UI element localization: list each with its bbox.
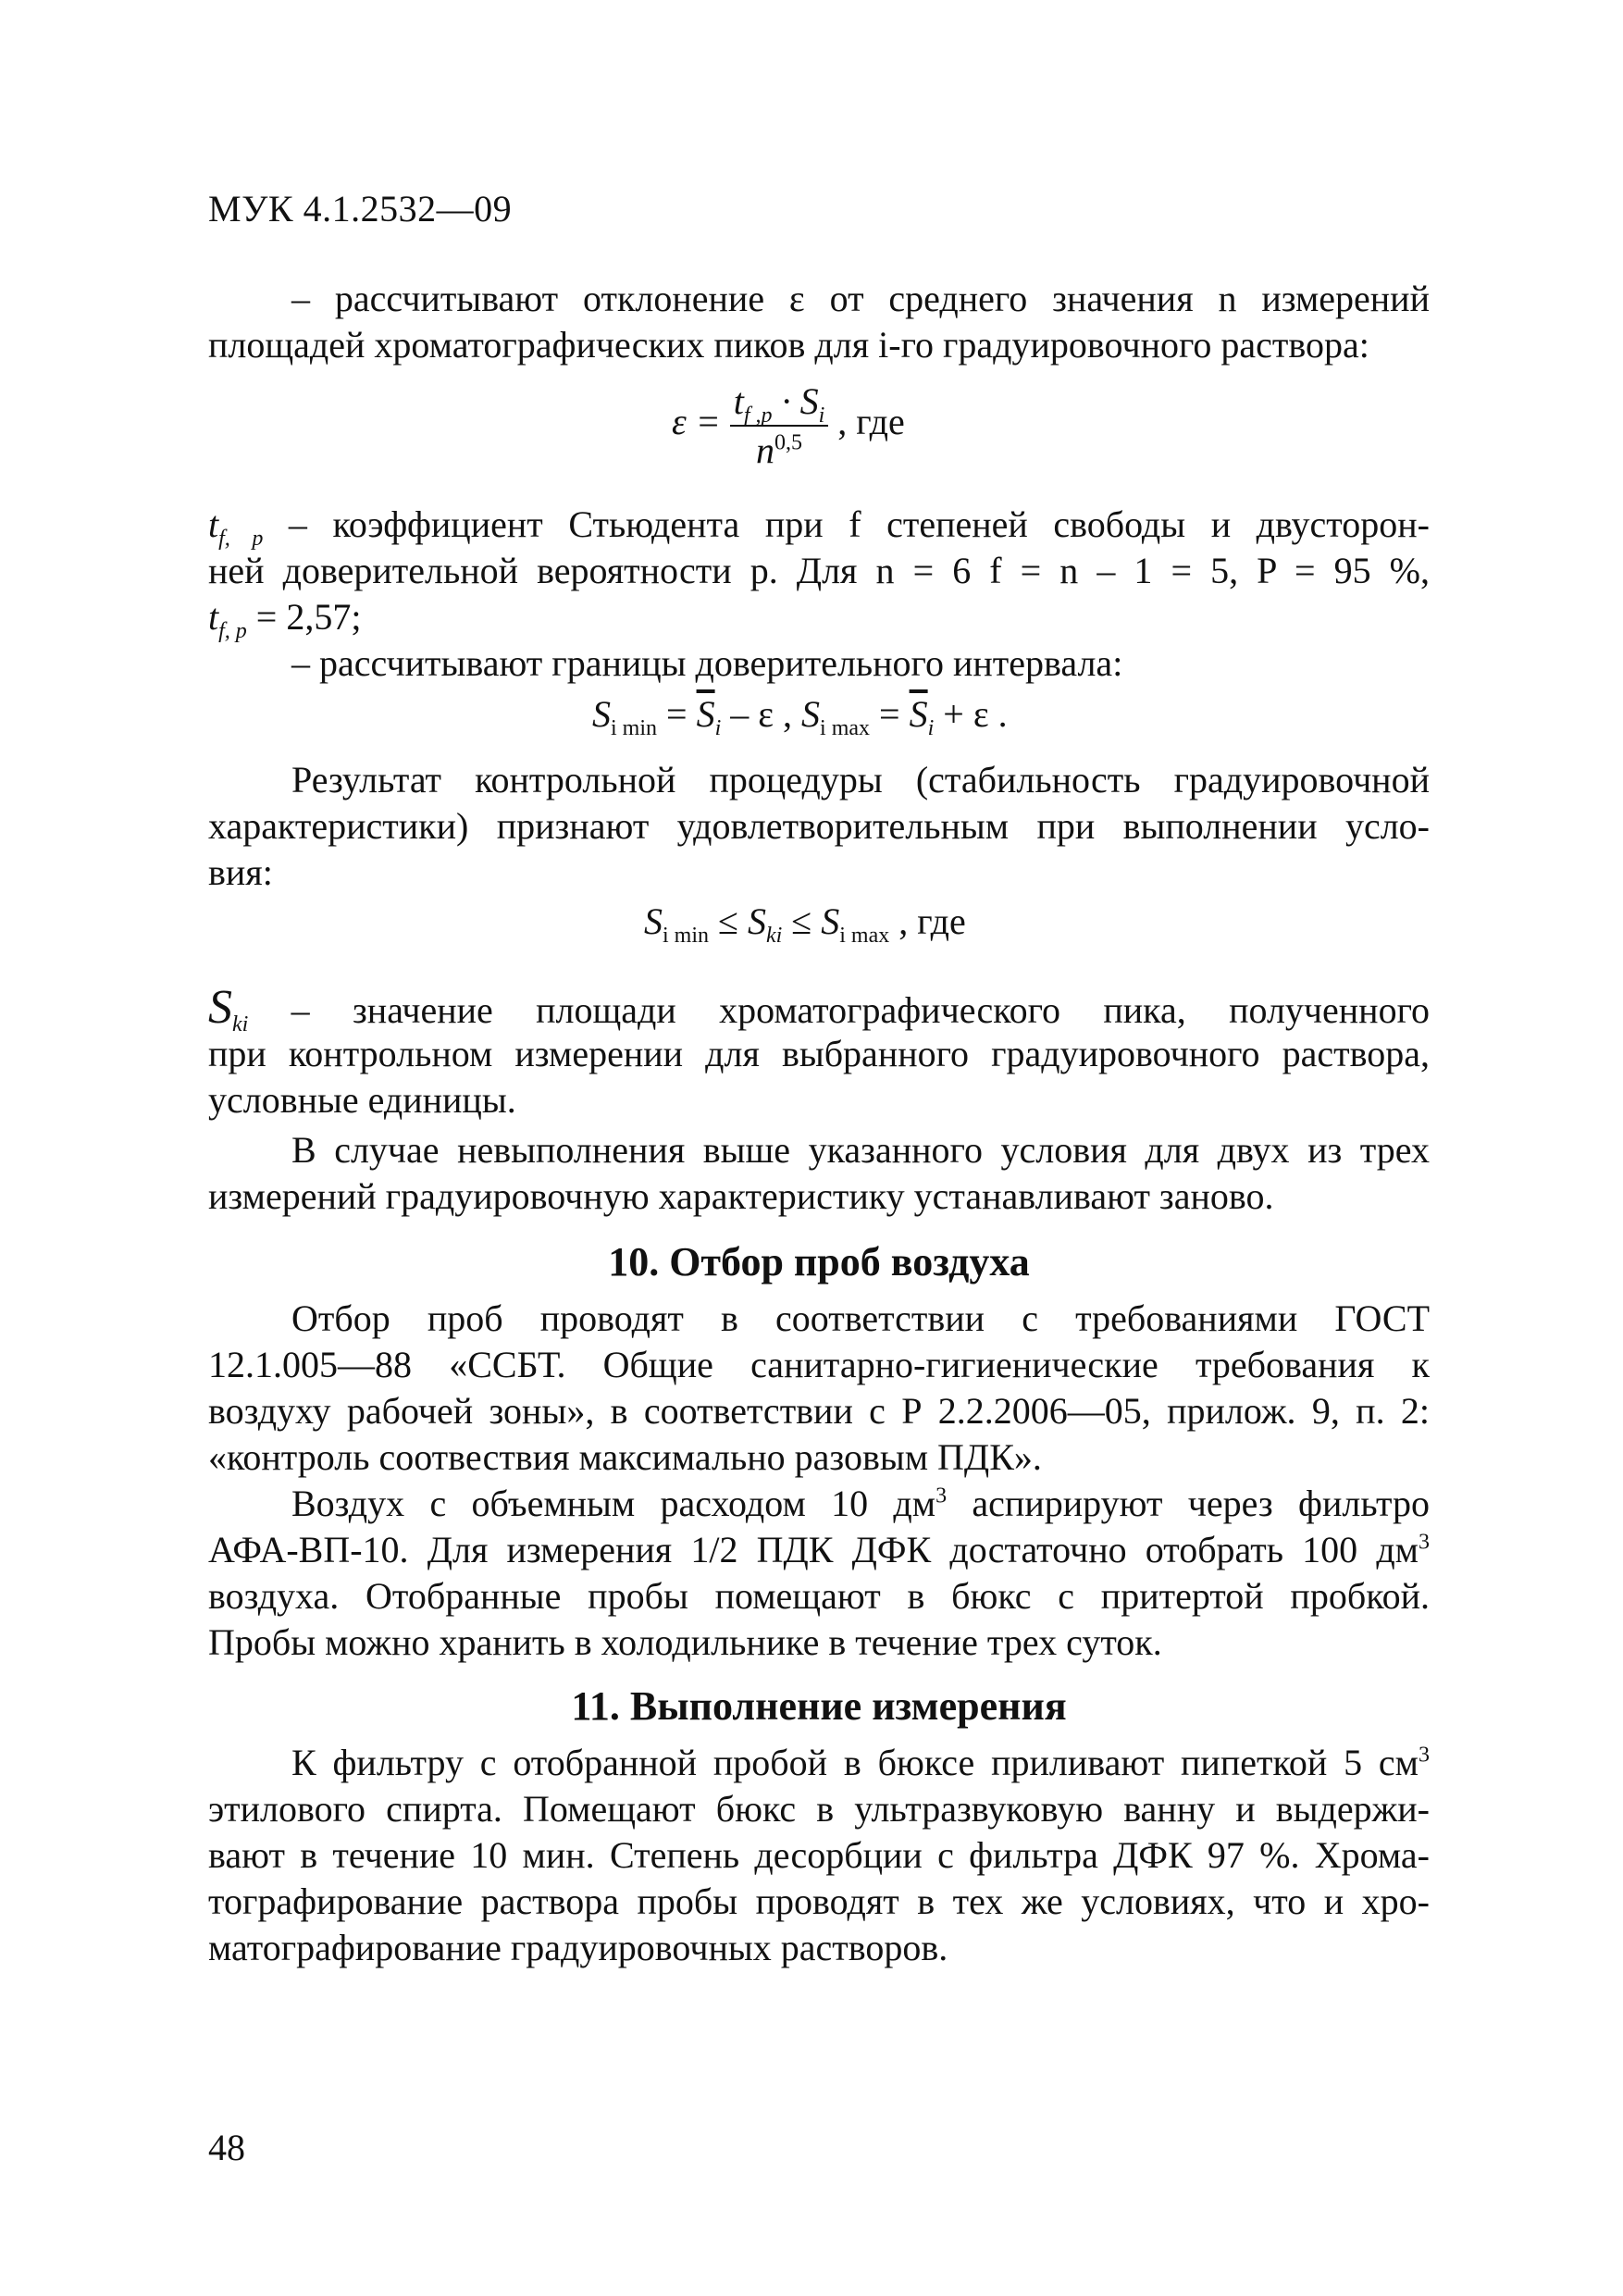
text-line: вают в течение 10 мин. Степень десорбции с фильтра ДФК 97 %. Хрома- bbox=[208, 1834, 1430, 1876]
eq-numerator: $t_{f ,p} \cdot S_i$ bbox=[730, 379, 828, 427]
equation-condition: $S_{i min} \le S_{ki} \le S_{i max}$ , где bbox=[644, 900, 966, 948]
text-line: тографирование раствора пробы проводят в тех же условиях, что и хро- bbox=[208, 1880, 1430, 1922]
document-code-header: МУК 4.1.2532—09 bbox=[208, 188, 513, 230]
text-line: характеристики) признают удовлетворительным при выполнении усло- bbox=[208, 805, 1430, 847]
paragraph-deviation bbox=[208, 276, 1430, 368]
eq-tail: , где bbox=[837, 401, 905, 443]
eq-lhs: ε = bbox=[672, 401, 721, 443]
text-line: Воздух с объемным расходом 10 $дм^3$ аспирируют через фильтро bbox=[291, 1483, 1431, 1524]
text-line: при контрольном измерении для выбранного градуировочного раствора, bbox=[208, 1033, 1430, 1074]
paragraph-air-aspiration bbox=[208, 1481, 1430, 1666]
page-number: 48 bbox=[208, 2127, 245, 2168]
text-line: – рассчитывают отклонение ε от среднего значения n измерений bbox=[291, 278, 1430, 319]
section-heading: 11. Выполнение измерения bbox=[571, 1683, 1067, 1729]
paragraph-student-coefficient bbox=[208, 502, 1430, 643]
text-line: воздуха. Отобранные пробы помещают в бюкс с притертой пробкой. bbox=[208, 1575, 1430, 1617]
paragraph-sampling bbox=[208, 1296, 1430, 1481]
text-line: В случае невыполнения выше указанного условия для двух из трех bbox=[291, 1129, 1430, 1171]
text-line: $t_{f, p} = 2,57$; bbox=[208, 596, 362, 643]
text-line: – рассчитывают границы доверительного интервала: bbox=[291, 642, 1123, 684]
paragraph-failure-case bbox=[208, 1127, 1430, 1220]
text-line: ней доверительной вероятности p. Для n = 6 f = n – 1 = 5, P = 95 %, bbox=[208, 550, 1430, 591]
paragraph-control-result bbox=[208, 757, 1430, 896]
text-line: 12.1.005—88 «ССБТ. Общие санитарно-гигиенические требования к bbox=[208, 1344, 1430, 1385]
text-line: условные единицы. bbox=[208, 1079, 516, 1121]
paragraph-confidence-bounds bbox=[208, 640, 1430, 687]
text-line: Результат контрольной процедуры (стабильность градуировочной bbox=[291, 759, 1430, 800]
text-line: Пробы можно хранить в холодильнике в течение трех суток. bbox=[208, 1621, 1162, 1663]
equation-bounds: $S_{i min} = \overline{S}_i - \varepsilon$ , $S_{i max} = \overline{S}_i + \varepsilon$ . bbox=[592, 693, 1008, 740]
eq-denominator: $n^{0,5}$ bbox=[756, 429, 802, 471]
eq-fraction bbox=[730, 379, 828, 472]
text-line: этилового спирта. Помещают бюкс в ультразвуковую ванну и выдержи- bbox=[208, 1788, 1430, 1830]
text-line: воздуху рабочей зоны», в соответствии с Р 2.2.2006—05, прилож. 9, п. 2: bbox=[208, 1390, 1430, 1432]
text-line: площадей хроматографических пиков для i-го градуировочного раствора: bbox=[208, 324, 1369, 366]
text-line: К фильтру с отобранной пробой в бюксе приливают пипеткой 5 $см^3$ bbox=[291, 1742, 1430, 1783]
text-line: вия: bbox=[208, 851, 273, 893]
text-line: АФА-ВП-10. Для измерения 1/2 ПДК ДФК достаточно отобрать 100 $дм^3$ bbox=[208, 1529, 1430, 1570]
equation-epsilon bbox=[672, 379, 905, 472]
text-line: измерений градуировочную характеристику устанавливают заново. bbox=[208, 1175, 1274, 1217]
text-line: $S_{ki}$ – значение площади хроматографического пика, полученного bbox=[208, 981, 1430, 1036]
text-line: Отбор проб проводят в соответствии с требованиями ГОСТ bbox=[291, 1297, 1430, 1339]
paragraph-measurement bbox=[208, 1740, 1430, 1971]
text-line: «контроль соотвествия максимально разовым ПДК». bbox=[208, 1436, 1042, 1478]
text-line: матографирование градуировочных растворов. bbox=[208, 1927, 948, 1968]
paragraph-ski-definition bbox=[208, 981, 1430, 1123]
text-line: $t_{f, p}$ – коэффициент Стьюдента при f степеней свободы и двусторон- bbox=[208, 503, 1430, 551]
section-heading: 10. Отбор проб воздуха bbox=[608, 1239, 1030, 1285]
